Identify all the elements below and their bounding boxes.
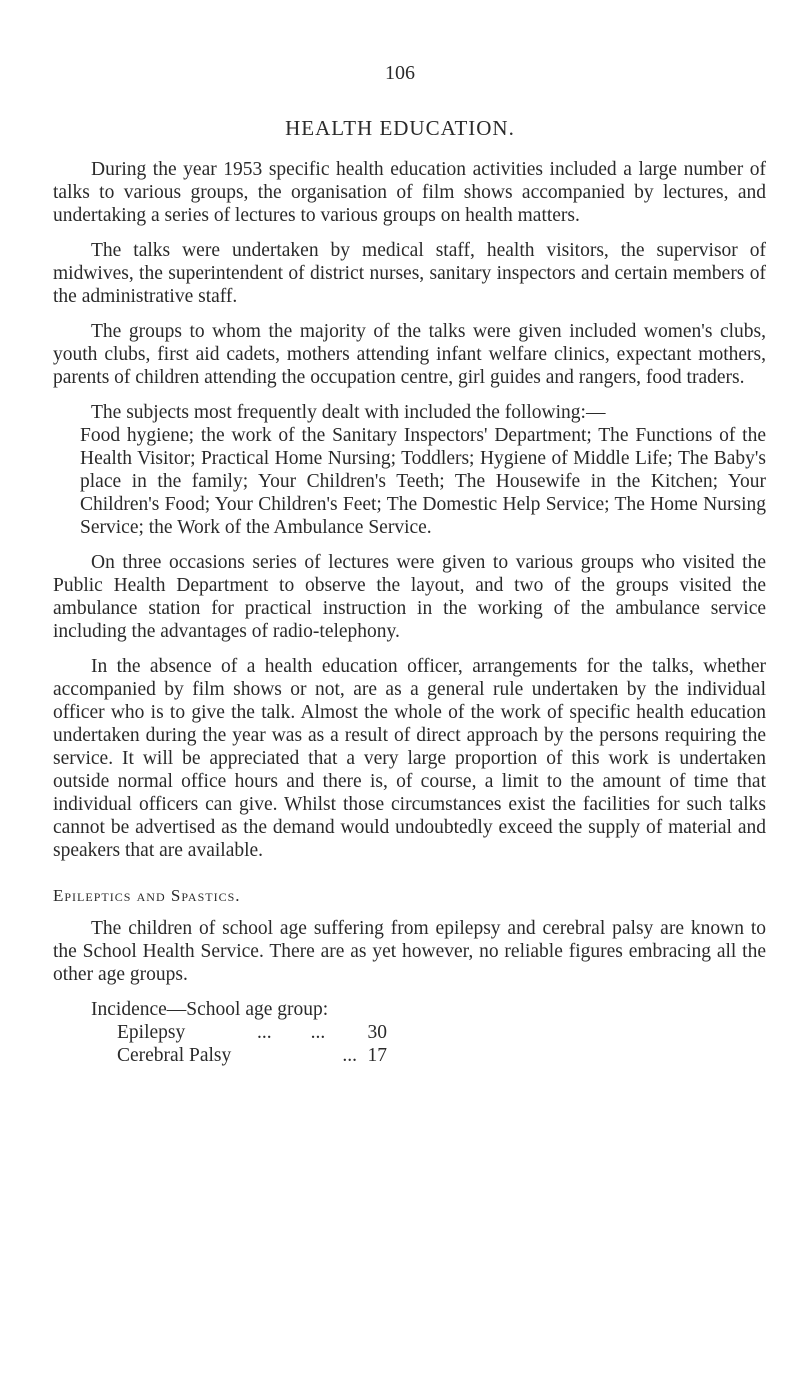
incidence-row-label: Epilepsy bbox=[117, 1022, 186, 1043]
incidence-row-label: Cerebral Palsy bbox=[117, 1045, 232, 1066]
incidence-row-value: 17 bbox=[367, 1045, 387, 1066]
incidence-row bbox=[117, 1044, 766, 1067]
paragraph-subjects-list: Food hygiene; the work of the Sanitary Inspectors' Department; The Functions of the Health Visitor; Practical Home Nursing; Toddlers; Hygiene of Middle Life; The Baby's place in the family; Your Children's Teeth; The Housewife in the Kitchen; Your Children's Food; Your Children's Feet; The Domestic Help Service; The Home Nursing Service; the Work of the Ambulance Service. bbox=[80, 425, 766, 538]
page-title: HEALTH EDUCATION. bbox=[285, 116, 515, 140]
paragraph-activities: During the year 1953 specific health education activities included a large number of talks to various groups, the organisation of film shows accompanied by lectures, and undertaking a series of lectures to various groups on health matters. bbox=[53, 159, 766, 226]
incidence-row-value: 30 bbox=[367, 1022, 387, 1043]
section-heading-epileptics: Epileptics and Spastics. bbox=[53, 886, 241, 905]
incidence-row-dots: ... ... bbox=[257, 1022, 326, 1043]
incidence-row-dots: ... bbox=[342, 1045, 357, 1066]
paragraph-staff: The talks were undertaken by medical staff, health visitors, the supervisor of midwives, the superintendent of district nurses, sanitary inspectors and certain members of the administrative staff. bbox=[53, 240, 766, 307]
page-number: 106 bbox=[385, 62, 415, 84]
incidence-row bbox=[117, 1021, 766, 1044]
paragraph-subjects-intro: The subjects most frequently dealt with included the following:— bbox=[91, 402, 606, 423]
paragraph-groups: The groups to whom the majority of the talks were given included women's clubs, youth clubs, first aid cadets, mothers attending infant welfare clinics, expectant mothers, parents of children attending the occupation centre, girl guides and rangers, food traders. bbox=[53, 321, 766, 388]
paragraph-arrangements: In the absence of a health education officer, arrangements for the talks, whether accompanied by film shows or not, are as a general rule undertaken by the individual officer who is to give the talk. Almost the whole of the work of specific health education undertaken during the year was as a result of direct approach by the persons requiring the service. It will be appreciated that a very large proportion of this work is undertaken outside normal office hours and there is, of course, a limit to the amount of time that individual officers can give. Whilst those circumstances exist the facilities for such talks cannot be advertised as the demand would undoubtedly exceed the supply of material and speakers that are available. bbox=[53, 656, 766, 861]
paragraph-lecture-series: On three occasions series of lectures were given to various groups who visited the Public Health Department to observe the layout, and two of the groups visited the ambulance station for practical instruction in the working of the ambulance service including the advantages of radio-telephony. bbox=[53, 552, 766, 642]
body-text bbox=[53, 158, 766, 1067]
incidence-table bbox=[91, 998, 766, 1067]
paragraph-epileptics: The children of school age suffering from epilepsy and cerebral palsy are known to the School Health Service. There are as yet however, no reliable figures embracing all the other age groups. bbox=[53, 918, 766, 985]
incidence-label: Incidence—School age group: bbox=[91, 999, 329, 1020]
